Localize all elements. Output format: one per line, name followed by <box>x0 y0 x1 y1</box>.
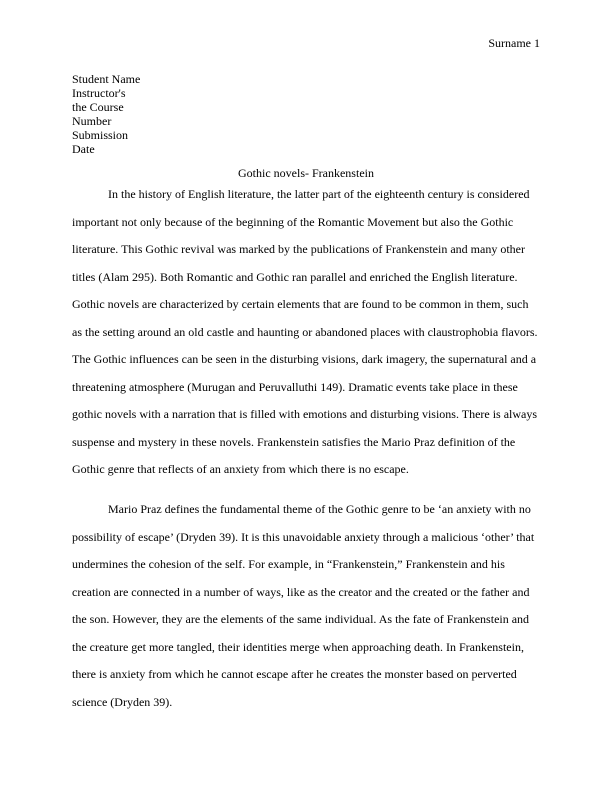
paragraph-line: titles (Alam 295). Both Romantic and Gothic ran parallel and enriched the English literature. <box>72 269 518 284</box>
paragraph-line: Mario Praz defines the fundamental theme of the Gothic genre to be ‘an anxiety with no <box>108 502 531 516</box>
paragraph-line: In the history of English literature, the latter part of the eighteenth century is considered <box>108 187 530 201</box>
paragraph-line: suspense and mystery in these novels. Frankenstein satisfies the Mario Praz definition of the <box>72 434 516 449</box>
paragraph-line: threatening atmosphere (Murugan and Peruvalluthi 149). Dramatic events take place in these <box>72 379 518 394</box>
student-heading-block <box>72 72 140 156</box>
paragraph-line: undermines the cohesion of the self. For example, in “Frankenstein,” Frankenstein and his <box>72 557 505 571</box>
paragraph-line: The Gothic influences can be seen in the disturbing visions, dark imagery, the supernatural and a <box>72 352 537 366</box>
paragraph-line: gothic novels with a narration that is filled with emotions and disturbing visions. There is always <box>72 407 538 421</box>
course-number: Number <box>72 114 112 128</box>
paragraph-line: science (Dryden 39). <box>72 694 173 709</box>
submission-date: Date <box>72 142 95 156</box>
paragraph-2 <box>72 502 540 722</box>
paragraph-line: the creature get more tangled, their identities merge when approaching death. In Frankenstein, <box>72 639 524 654</box>
paragraph-line: important not only because of the beginning of the Romantic Movement but also the Gothic <box>72 214 514 229</box>
submission-label: Submission <box>72 128 129 142</box>
running-head: Surname 1 <box>488 36 540 50</box>
paragraph-line: creation are connected in a number of ways, like as the creator and the created or the father and <box>72 584 530 599</box>
instructor-name: Instructor's <box>72 86 126 100</box>
paragraph-line: Gothic genre that reflects of an anxiety from which there is no escape. <box>72 462 409 476</box>
paragraph-line: there is anxiety from which he cannot escape after he creates the monster based on perverted <box>72 667 517 681</box>
document-title: Gothic novels- Frankenstein <box>238 166 374 180</box>
paragraph-line: as the setting around an old castle and haunting or abandoned places with claustrophobia flavors. <box>72 324 538 339</box>
paragraph-line: literature. This Gothic revival was marked by the publications of Frankenstein and many other <box>72 242 525 256</box>
paragraph-1 <box>72 187 540 490</box>
paragraph-line: Gothic novels are characterized by certain elements that are found to be common in them, such <box>72 297 529 311</box>
student-name: Student Name <box>72 72 141 86</box>
course-name: the Course <box>72 100 124 114</box>
paragraph-line: the son. However, they are the elements of the same individual. As the fate of Frankenstein and <box>72 612 530 626</box>
paragraph-line: possibility of escape’ (Dryden 39). It is this unavoidable anxiety through a malicious ‘other’ that <box>72 529 535 544</box>
